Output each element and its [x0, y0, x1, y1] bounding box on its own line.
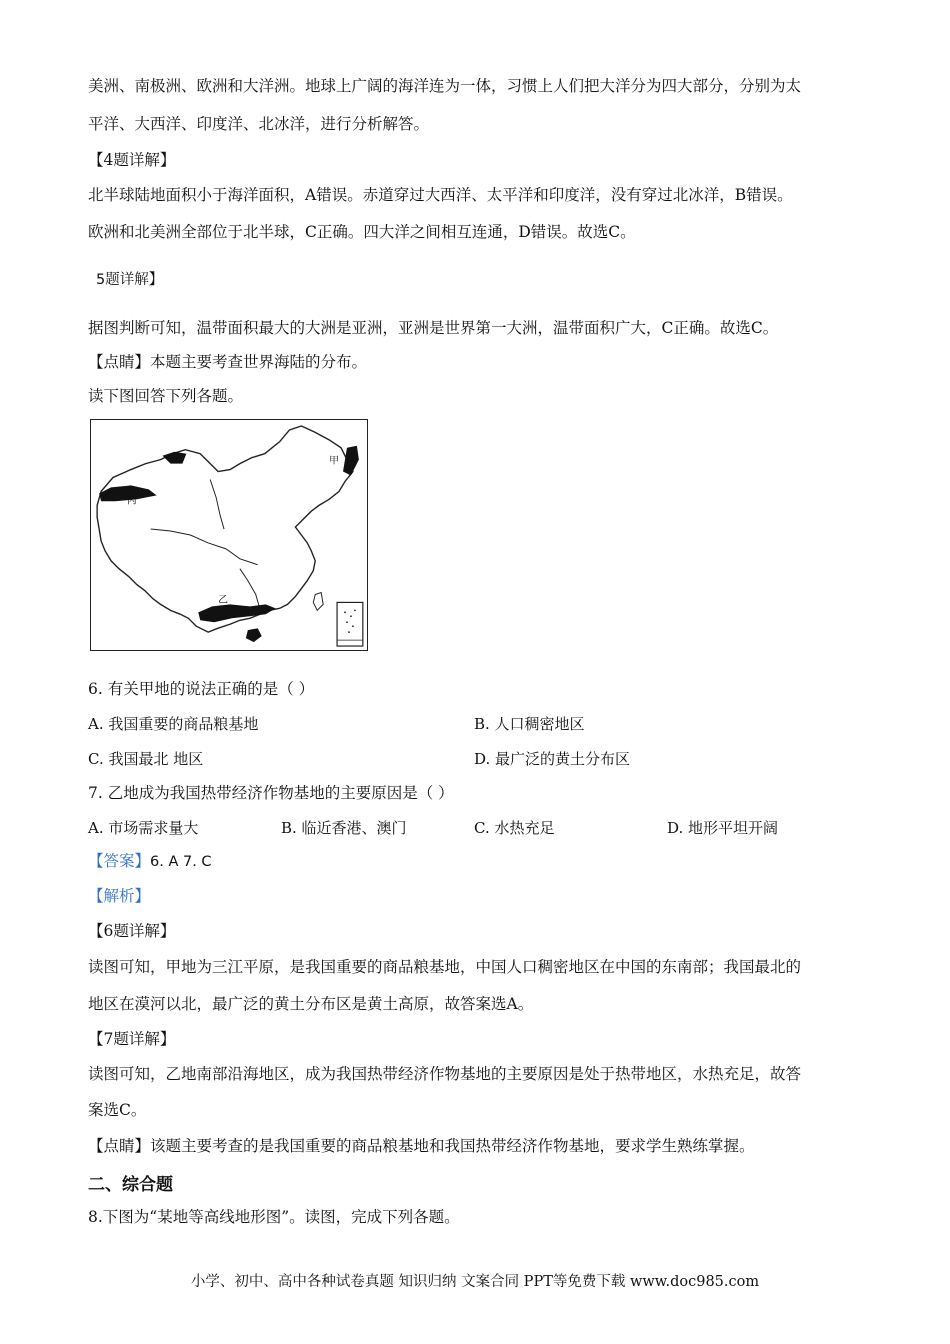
q7-option-b: B. 临近香港、澳门 — [281, 819, 407, 837]
label-jia: 甲 — [329, 455, 340, 467]
answer-label: 【答案】 — [88, 852, 151, 870]
text-line: 据图判断可知，温带面积最大的大洲是亚洲，亚洲是世界第一大洲，温带面积广大，C正确。故选C。 — [88, 319, 779, 337]
text-line: 欧洲和北美洲全部位于北半球，C正确。四大洋之间相互连通，D错误。故选C。 — [88, 223, 636, 241]
section-subheading: 【7题详解】 — [88, 1030, 176, 1048]
q6-option-b: B. 人口稠密地区 — [474, 715, 585, 733]
q7-option-c: C. 水热充足 — [474, 819, 555, 837]
answer-text: 6. A 7. C — [150, 854, 212, 870]
analysis-label: 【解析】 — [88, 887, 151, 905]
answer-line — [88, 851, 212, 872]
question-7-stem: 7. 乙地成为我国热带经济作物基地的主要原因是（ ） — [88, 784, 454, 802]
hainan-island — [246, 628, 262, 642]
text-line: 案选C。 — [88, 1101, 147, 1119]
taiwan-island — [313, 593, 323, 611]
text-line: 平洋、大西洋、印度洋、北冰洋，进行分析解答。 — [88, 115, 430, 133]
china-map-figure — [90, 419, 368, 651]
q6-option-a: A. 我国重要的商品粮基地 — [88, 715, 259, 733]
region-jia — [343, 446, 359, 476]
text-line: 读图可知，乙地南部沿海地区，成为我国热带经济作物基地的主要原因是处于热带地区，水热充足，故答 — [88, 1065, 802, 1083]
q6-option-d: D. 最广泛的黄土分布区 — [474, 750, 631, 768]
south-sea-inset — [337, 602, 363, 646]
section-subheading: 【4题详解】 — [88, 151, 176, 169]
region-yi — [198, 604, 275, 622]
question-8-stem: 8.下图为“某地等高线地形图”。读图，完成下列各题。 — [88, 1208, 460, 1226]
text-line: 读图可知，甲地为三江平原，是我国重要的商品粮基地，中国人口稠密地区在中国的东南部；我国最北的 — [88, 958, 802, 976]
footer-link[interactable]: 小学、初中、高中各种试卷真题 知识归纳 文案合同 PPT等免费下载 www.doc985.com — [190, 1274, 760, 1290]
q7-option-a: A. 市场需求量大 — [88, 819, 199, 837]
question-6-stem: 6. 有关甲地的说法正确的是（ ） — [88, 680, 315, 698]
section-subheading: 【6题详解】 — [88, 922, 176, 940]
text-line: 地区在漠河以北，最广泛的黄土分布区是黄土高原，故答案选A。 — [88, 995, 534, 1013]
label-bing: 丙 — [126, 495, 137, 507]
tip-line: 【点睛】本题主要考查世界海陆的分布。 — [88, 353, 368, 371]
q7-option-d: D. 地形平坦开阔 — [667, 819, 779, 837]
q6-option-c: C. 我国最北 地区 — [88, 750, 204, 768]
label-yi: 乙 — [218, 594, 229, 606]
text-line: 北半球陆地面积小于海洋面积，A错误。赤道穿过大西洋、太平洋和印度洋，没有穿过北冰洋，B错误。 — [88, 186, 793, 204]
text-line: 美洲、南极洲、欧洲和大洋洲。地球上广阔的海洋连为一体，习惯上人们把大洋分为四大部分，分别为太 — [88, 77, 802, 95]
section-subheading: 5题详解】 — [96, 272, 164, 288]
china-map-svg — [91, 420, 367, 650]
section-2-title: 二、综合题 — [88, 1175, 173, 1195]
text-line: 读下图回答下列各题。 — [88, 387, 244, 405]
tip-line: 【点睛】该题主要考查的是我国重要的商品粮基地和我国热带经济作物基地，要求学生熟练掌握。 — [88, 1137, 755, 1155]
